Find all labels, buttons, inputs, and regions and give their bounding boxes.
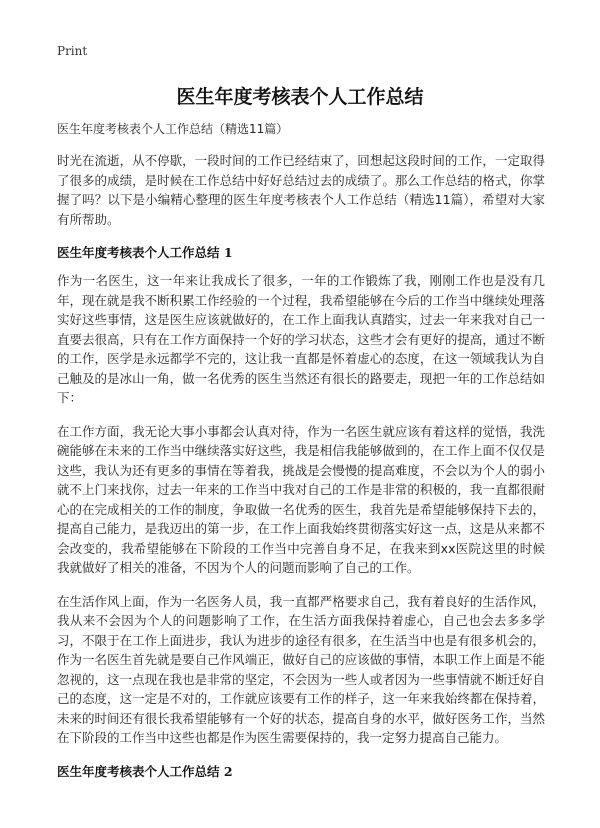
section-1-paragraph-3: 在生活作风上面，作为一名医务人员，我一直都严格要求自己，我有着良好的生活作风，我从来不会因为个人的问题影响了工作，在生活方面我保持着虚心，自己也会去多多学习，不限于在工作上面进步，我认为进步的途径有很多，在生活当中也是有很多机会的，作为一名医生首先就是要自己作风端正，做好自己的应该做的事情，本职工作上面是不能忽视的，这一点现在我也是非常的坚定，不会因为一些人或者因为一些事情就不断迁好自己的态度，这一定是不对的，工作就应该要有工作的样子，这一年来我始终都在保持着，未来的时间还有很长我希望能够有一个好的状态，提高自身的水平，做好医务工作，当然在下阶段的工作当中这些也都是作为医生需要保持的，我一定努力提高自己能力。 [57,593,545,745]
section-heading-1: 医生年度考核表个人工作总结 1 [57,245,233,260]
document-subtitle: 医生年度考核表个人工作总结（精选11篇） [57,122,289,136]
section-1-paragraph-2: 在工作方面，我无论大事小事都会认真对待，作为一名医生就应该有着这样的觉悟，我洗碗能够在未来的工作当中继续落实好这些，我是相信我能够做到的，在工作上面不仅仅是这些，我认为还有更多的事情在等着我，挑战是会慢慢的提高难度，不会以为个人的弱小就不上门来找你，过去一年来的工作当中我对自己的工作是非常的积极的，我一直都很耐心的在完成相关的工作的制度，争取做一名优秀的医生，我首先是希望能够保持下去的，提高自己能力，是我迈出的第一步，在工作上面我始终贯彻落实好这一点，这是从来都不会改变的，我希望能够在下阶段的工作当中完善自身不足，在我来到xx医院这里的时候我就做好了相关的准备，不因为个人的问题而影响了自己的工作。 [57,423,545,575]
intro-paragraph: 时光在流逝，从不停歇，一段时间的工作已经结束了，回想起这段时间的工作，一定取得了很多的成绩，是时候在工作总结中好好总结过去的成绩了。那么工作总结的格式，你掌握了吗？以下是小编精心整理的医生年度考核表个人工作总结（精选11篇），希望对大家有所帮助。 [57,153,545,227]
page-title: 医生年度考核表个人工作总结 [176,86,424,108]
document-body [57,120,545,790]
section-1-paragraph-1: 作为一名医生，这一年来让我成长了很多，一年的工作锻炼了我，刚刚工作也是没有几年，现在就是我不断积累工作经验的一个过程，我希望能够在今后的工作当中继续处理落实好这些事情，这是医生应该就做好的，在工作上面我认真踏实，过去一年来我对自己一直要去很高，只有在工作方面保持一个好的学习状态，这些才会有更好的提高，通过不断的工作，医学是永远都学不完的，这让我一直都是怀着虚心的态度，在这一领域我认为自己触及的是冰山一角，做一名优秀的医生当然还有很长的路要走，现把一年的工作总结如下： [57,273,545,405]
section-heading-2: 医生年度考核表个人工作总结 2 [57,763,233,779]
print-link[interactable]: Print [57,44,88,58]
